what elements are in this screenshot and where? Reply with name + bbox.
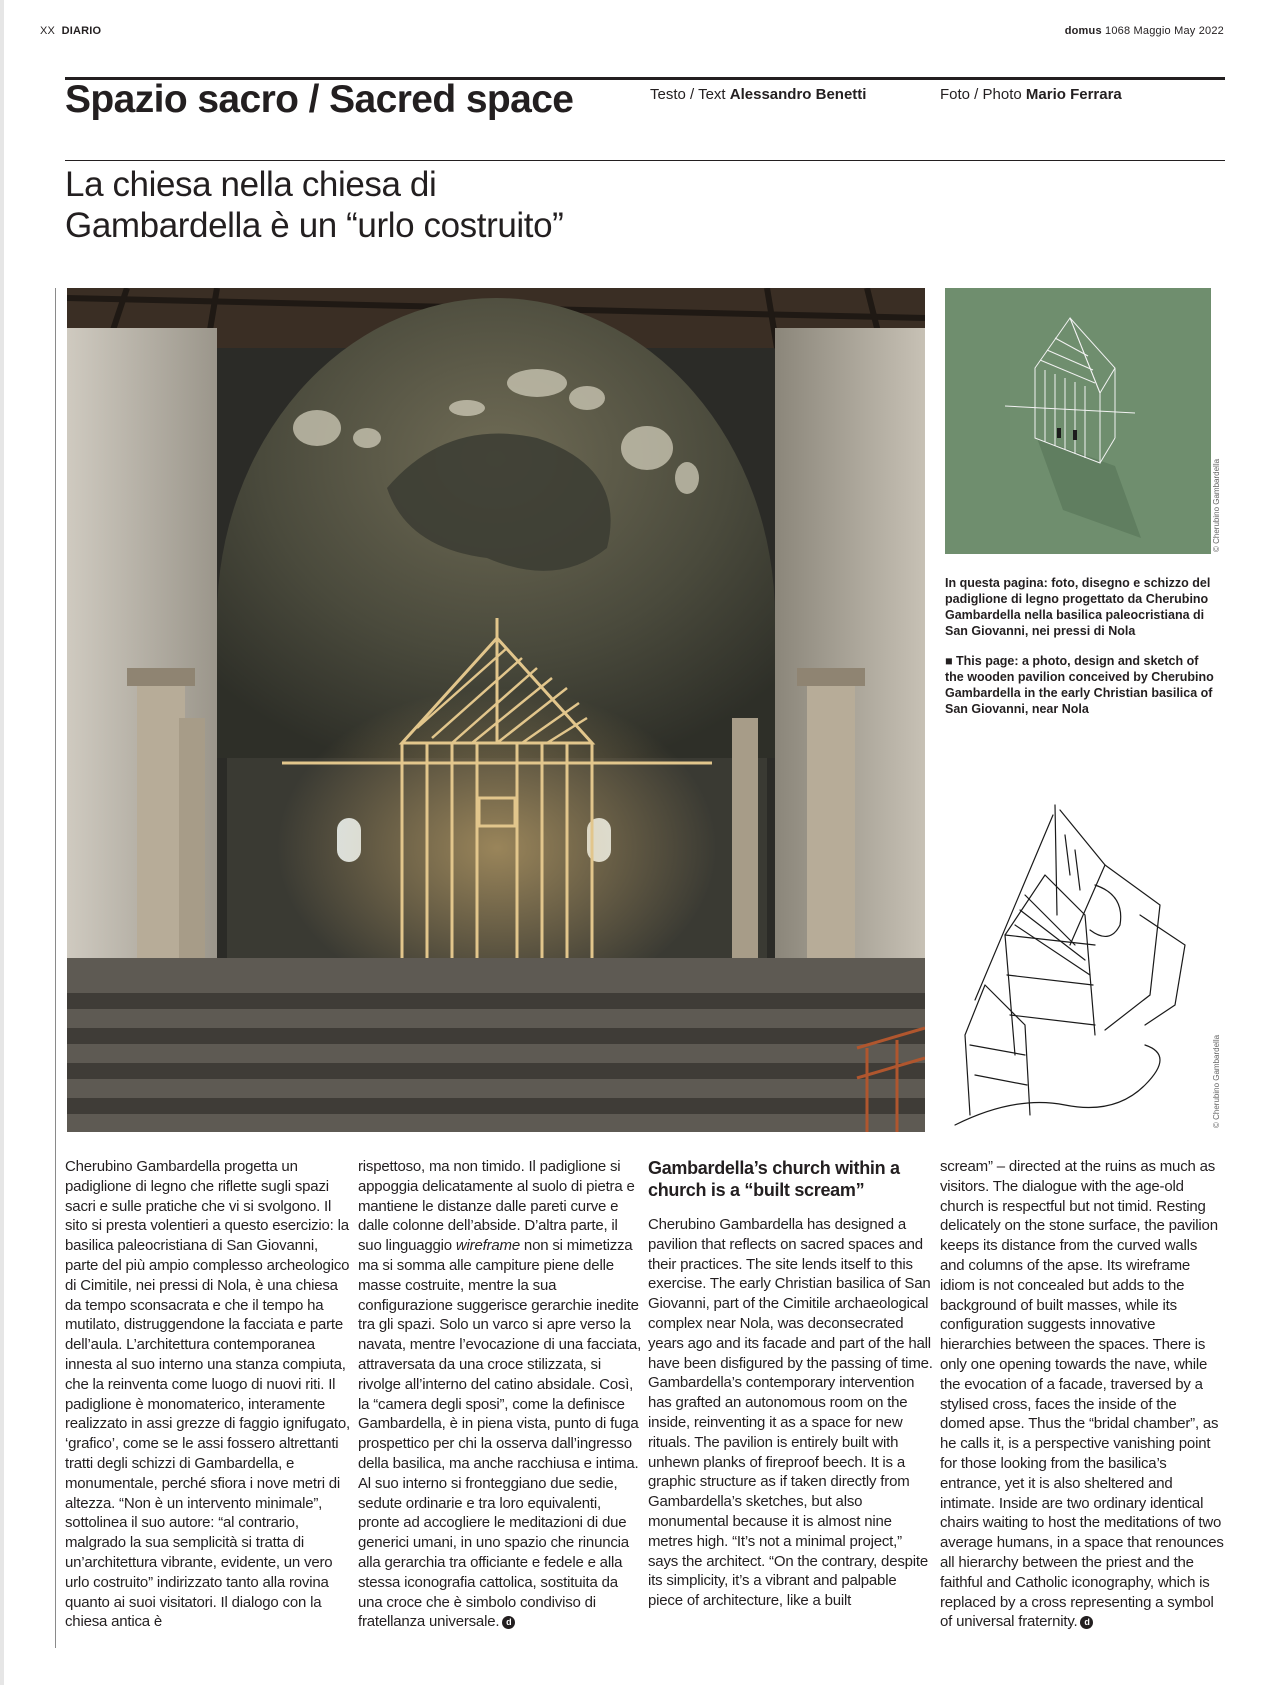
pavilion-sketch [945, 795, 1210, 1130]
text-credit [650, 86, 866, 103]
text-credit-label: Testo / Text [650, 86, 726, 103]
page-number: XX [40, 25, 56, 37]
drawing-credit-1: © Cherubino Gambardella [1212, 458, 1221, 552]
body-text-italian-2-em: wireframe [455, 1237, 520, 1255]
section-name: DIARIO [61, 25, 102, 37]
body-text-italian-1: Cherubino Gambardella progetta un padiglione di legno che riflette sugli spazi sacri e sulle pratiche che vi si svolgono. Il sito si presta volentieri a questo esercizio: la basilica paleocristiana di San Giovanni, parte del più ampio complesso archeologico di Cimitile, nei pressi di Nola, è una chiesa da tempo sconsacrata e che il tempo ha mutilato, distruggendone la facciata e parte dell’aula. L’architettura contemporanea innesta al suo interno una stanza compiuta, che la reinventa come luogo di nuovi riti. Il padiglione è monomaterico, interamente realizzato in assi grezze di faggio ignifugato, ‘grafico’, come se le assi fossero altrettanti tratti degli schizzi di Gambardella, e monumentale, perché sfiora i nove metri di altezza. “Non è un intervento minimale”, sottolinea il suo autore: “al contrario, malgrado la sua semplicità si tratta di un’architettura vibrante, evidente, un vero urlo costruito” indirizzato tanto alla rovina quanto ai suoi visitatori. Il dialogo con la chiesa antica è [65, 1158, 350, 1631]
magazine-name: domus [1064, 25, 1102, 37]
article-subtitle [65, 164, 765, 246]
subtitle-line-1: La chiesa nella chiesa di [65, 165, 437, 204]
basilica-photo [67, 288, 925, 1132]
body-text-english-2-text: scream” – directed at the ruins as much as visitors. The dialogue with the age-old church is respectful but not timid. Resting delicately on the stone surface, the pavilion keeps its distance from the curved walls and columns of the apse. Its wireframe idiom is not concealed but adds to the background of built masses, while its configuration suggests innovative hierarchies between the spaces. There is only one opening towards the nave, while the evocation of a facade, traversed by a stylised cross, faces the inside of the domed apse. Thus the “bridal chamber”, as he calls it, is a perspective vanishing point for those looking from the basilica’s entrance, yet it is also sheltered and intimate. Inside are two ordinary identical chairs waiting to host the meditations of two average humans, in a space that renounces all hierarchy between the priest and the faithful and Catholic iconography, which is replaced by a cross representing a symbol of universal fraternity. [940, 1158, 1224, 1631]
subtitle-line-2: Gambardella è un “urlo costruito” [65, 206, 564, 245]
column-rule [55, 288, 56, 1648]
subtitle-rule [65, 160, 1225, 161]
body-column-1 [65, 1157, 350, 1632]
photo-credit-label: Foto / Photo [940, 86, 1022, 103]
body-text-italian-2 [358, 1157, 643, 1632]
caption-italian: In questa pagina: foto, disegno e schizzo del padiglione di legno progettato da Cherubino Gambardella nella basilica paleocristiana di San Giovanni, nei pressi di Nola [945, 576, 1211, 638]
photo-caption [945, 575, 1220, 731]
body-column-3 [648, 1157, 933, 1611]
body-text-english-1: Cherubino Gambardella has designed a pavilion that reflects on sacred spaces and their practices. The site lends itself to this exercise. The early Christian basilica of San Giovanni, part of the Cimitile archaeological complex near Nola, was deconsecrated years ago and its facade and part of the hall have been disfigured by the passing of time. Gambardella’s contemporary intervention has grafted an autonomous room on the inside, reinventing it as a space for new rituals. The pavilion is entirely built with unhewn planks of fireproof beech. It is a graphic structure as if taken directly from Gambardella’s sketches, but also monumental because it is almost nine metres high. “It’s not a minimal project,” says the architect. “On the contrary, despite its simplicity, it’s a vibrant and palpable piece of architecture, like a built [648, 1216, 933, 1610]
body-text-italian-2b: non si mimetizza ma si somma alle campiture piene delle masse costruite, mentre la sua configurazione suggerisce gerarchie inedite tra gli spazi. Solo un varco si apre verso la navata, mentre l’evocazione di una facciata, attraversata da una croce stilizzata, si rivolge all’interno del catino absidale. Così, la “camera degli sposi”, come la definisce Gambardella, è in piena vista, punto di fuga prospettico per chi la osserva dall’ingresso della basilica, ma anche racchiusa e intima. Al suo interno si fronteggiano due sedie, sedute ordinarie e tra loro equivalenti, pronte ad accogliere le meditazioni di due generici umani, in uno spazio che rinuncia alla gerarchia tra officiante e fedele e alla stessa iconografia cattolica, sostituita da una croce che è simbolo condiviso di fratellanza universale. [358, 1237, 642, 1631]
page-edge [0, 0, 4, 1685]
pavilion-axonometric-drawing [945, 288, 1211, 554]
photo-credit-author: Mario Ferrara [1025, 86, 1122, 103]
caption-english: ■ This page: a photo, design and sketch of the wooden pavilion conceived by Cherubino Gambardella in the early Christian basilica of San Giovanni, near Nola [945, 654, 1214, 716]
drawing-credit-2: © Cherubino Gambardella [1212, 1034, 1221, 1128]
text-credit-author: Alessandro Benetti [729, 86, 867, 103]
body-column-4 [940, 1157, 1225, 1632]
folio-right [1065, 25, 1224, 37]
english-headline: Gambardella’s church within a church is a “built scream” [648, 1158, 900, 1200]
end-mark-icon: d [1080, 1616, 1093, 1629]
body-text-italian-2a: rispettoso, ma non timido. Il padiglione si appoggia delicatamente al suolo di pietra e mantiene le distanze dalle pareti curve e dalle colonne dell’abside. D’altra parte, il suo linguaggio [358, 1158, 635, 1255]
folio-left [40, 25, 101, 37]
page-title: Spazio sacro / Sacred space [65, 78, 574, 121]
end-mark-icon: d [502, 1616, 515, 1629]
body-text-english-2 [940, 1157, 1225, 1632]
body-column-2 [358, 1157, 643, 1632]
issue-info: 1068 Maggio May 2022 [1105, 25, 1224, 37]
photo-credit [940, 86, 1122, 103]
